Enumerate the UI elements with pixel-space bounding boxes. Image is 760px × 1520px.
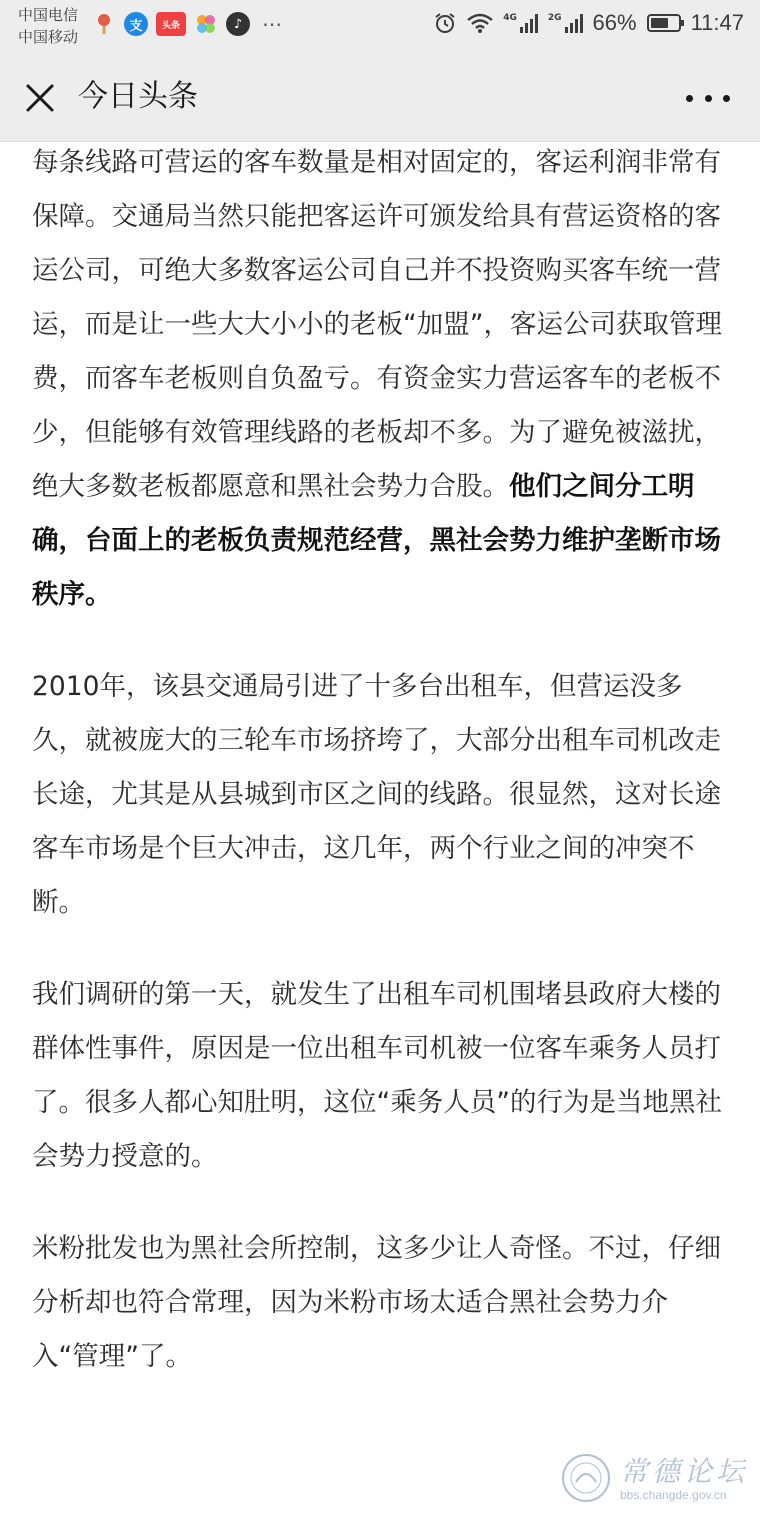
article-paragraph-3: 我们调研的第一天，就发生了出租车司机围堵县政府大楼的群体性事件，原因是一位出租车司机被一位客车乘务人员打了。很多人都心知肚明，这位“乘务人员”的行为是当地黑社会势力授意的。	[32, 979, 722, 1172]
system-indicators	[433, 10, 744, 36]
carrier-labels	[18, 4, 78, 48]
signal-2-icon	[548, 13, 583, 33]
dot-3	[723, 95, 730, 102]
dot-1	[686, 95, 693, 102]
clock-time: 11:47	[690, 10, 744, 35]
page-title: 今日头条	[78, 79, 198, 114]
article-paragraph-4: 米粉批发也为黑社会所控制，这多少让人奇怪。不过，仔细分析却也符合常理，因为米粉市场太适合黑社会势力介入“管理”了。	[32, 1233, 721, 1372]
paragraph-1-bold-text: 他们之间分工明确，台面上的老板负责规范经营，黑社会势力维护垄断市场秩序。	[32, 471, 721, 610]
notification-icons	[92, 12, 283, 36]
watermark-url: bbs.changde.gov.cn	[620, 1488, 727, 1502]
paragraph-1-text: 每条线路可营运的客车数量是相对固定的，客运利润非常有保障。交通局当然只能把客运许可颁发给具有营运资格的客运公司，可绝大多数客运公司自己并不投资购买客车统一营运，而是让一些大大小小的老板“加盟”，客运公司获取管理费，而客车老板则自负盈亏。有资金实力营运客车的老板不少，但能够有效管理线路的老板却不多。为了避免被滋扰，绝大多数老板都愿意和黑社会势力合股。	[32, 147, 722, 502]
more-notifications-icon: ⋯	[262, 12, 283, 36]
signal-1-tag: 4G	[503, 13, 517, 23]
alipay-icon: 支	[124, 12, 148, 36]
close-icon[interactable]	[20, 78, 60, 118]
tiktok-icon: ♪	[226, 12, 250, 36]
title-bar	[0, 54, 760, 142]
photos-icon	[194, 12, 218, 36]
alarm-icon	[433, 11, 457, 35]
toutiao-icon: 头条	[156, 12, 186, 36]
article-paragraph-1	[32, 136, 734, 622]
maps-pin-icon	[92, 12, 116, 36]
watermark-name: 常德论坛	[620, 1455, 749, 1488]
battery-percent: 66%	[592, 10, 637, 35]
carrier-1-label: 中国电信	[18, 6, 79, 24]
battery-fill	[651, 18, 668, 28]
more-dots-icon[interactable]	[686, 80, 730, 116]
article-paragraph-2: 2010年，该县交通局引进了十多台出租车，但营运没多久，就被庞大的三轮车市场挤垮了，大部分出租车司机改走长途，尤其是从县城到市区之间的线路。很显然，这对长途客车市场是个巨大冲击，这几年，两个行业之间的冲突不断。	[32, 671, 721, 918]
battery-icon	[647, 14, 681, 32]
dot-2	[705, 95, 712, 102]
carrier-2-label: 中国移动	[18, 28, 79, 46]
forum-seal-icon	[560, 1452, 612, 1504]
article-body	[32, 136, 734, 1422]
wifi-icon	[467, 13, 493, 33]
forum-watermark	[560, 1448, 750, 1512]
signal-2-tag: 2G	[547, 13, 562, 23]
status-bar	[0, 0, 760, 54]
signal-1-icon	[503, 13, 538, 33]
